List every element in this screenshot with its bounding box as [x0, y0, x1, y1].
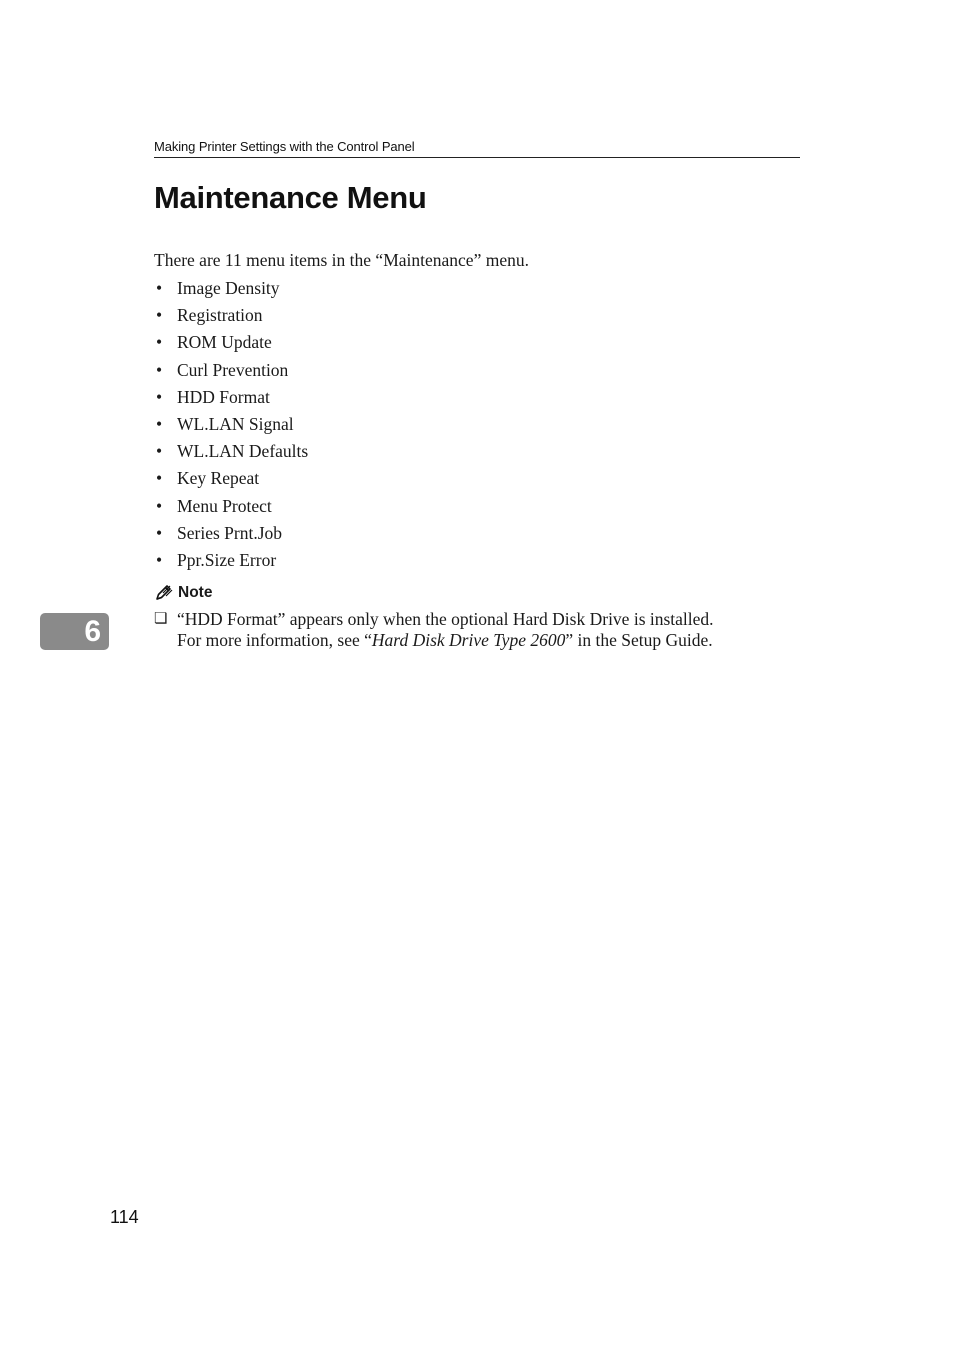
note-line-1: “HDD Format” appears only when the optional Hard Disk Drive is installed.: [177, 609, 714, 629]
bullet-icon: •: [156, 332, 163, 353]
list-item-label: WL.LAN Defaults: [177, 441, 309, 462]
note-item: [154, 609, 814, 651]
list-item: [154, 467, 308, 494]
list-item: [154, 331, 308, 358]
bullet-icon: •: [156, 305, 163, 326]
list-item-label: Curl Prevention: [177, 359, 289, 380]
running-header: Making Printer Settings with the Control Panel: [154, 139, 800, 158]
pencil-icon: [154, 584, 174, 602]
bullet-icon: •: [156, 278, 163, 298]
list-item-label: Image Density: [177, 278, 280, 298]
list-item-label: Key Repeat: [177, 468, 260, 489]
list-item: [154, 413, 308, 440]
bullet-icon: •: [156, 386, 163, 407]
list-item-label: Menu Protect: [177, 495, 272, 516]
list-item: [154, 495, 308, 522]
list-item: [154, 359, 308, 386]
menu-item-list: [154, 277, 308, 576]
intro-paragraph: There are 11 menu items in the “Maintenance” menu.: [154, 250, 529, 270]
note-text: [177, 609, 814, 651]
chapter-tab: 6: [40, 613, 109, 650]
page-number: 114: [110, 1207, 139, 1227]
list-item-label: Registration: [177, 305, 263, 326]
bullet-icon: •: [156, 495, 163, 516]
list-item-label: ROM Update: [177, 332, 272, 353]
bullet-icon: •: [156, 441, 163, 462]
bullet-icon: •: [156, 522, 163, 543]
list-item: [154, 386, 308, 413]
note-line-2: [177, 630, 814, 651]
list-item: [154, 549, 308, 576]
checkbox-icon: ❏: [154, 611, 168, 627]
bullet-icon: •: [156, 549, 163, 570]
note-heading-label: Note: [178, 584, 213, 601]
list-item-label: WL.LAN Signal: [177, 413, 294, 434]
bullet-icon: •: [156, 413, 163, 434]
list-item: [154, 440, 308, 467]
list-item: [154, 522, 308, 549]
list-item-label: HDD Format: [177, 386, 270, 407]
list-item-label: Ppr.Size Error: [177, 549, 277, 570]
note-heading: [154, 584, 212, 602]
bullet-icon: •: [156, 359, 163, 380]
note-line-2-prefix: For more information, see “: [177, 630, 372, 650]
page-title: Maintenance Menu: [154, 180, 427, 215]
note-line-2-suffix: ” in the Setup Guide.: [565, 630, 713, 650]
bullet-icon: •: [156, 468, 163, 489]
setup-guide-reference: Hard Disk Drive Type 2600: [371, 630, 566, 650]
list-item: [154, 304, 308, 331]
list-item-label: Series Prnt.Job: [177, 522, 282, 543]
list-item: [154, 277, 308, 304]
